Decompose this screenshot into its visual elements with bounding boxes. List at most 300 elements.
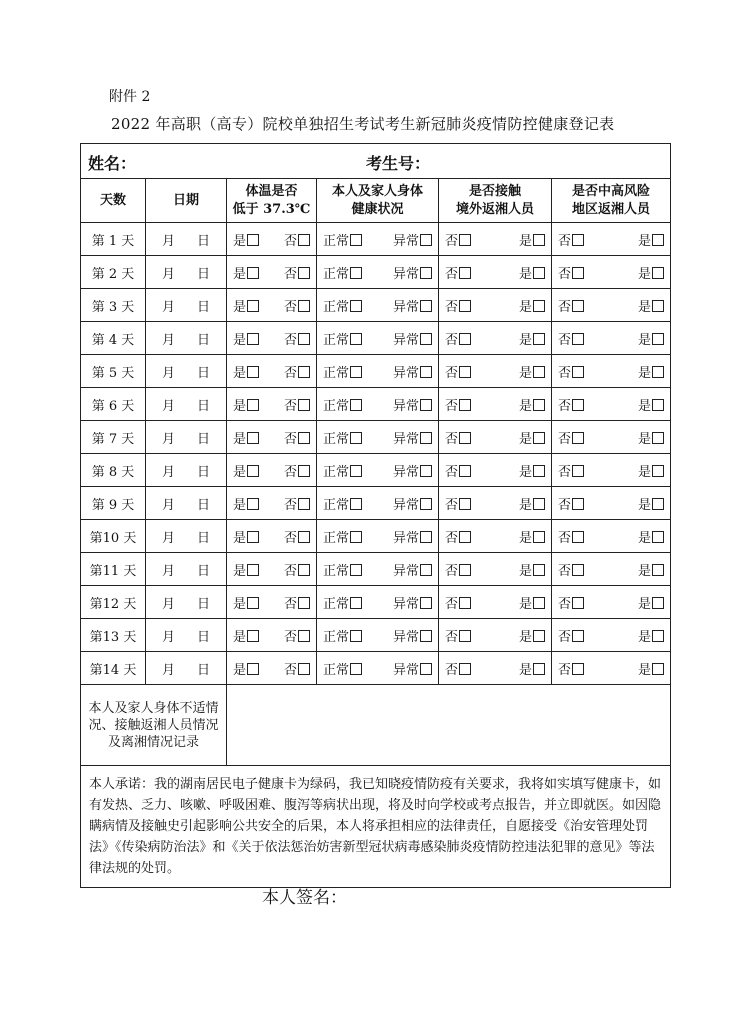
yes-option[interactable]: 是 — [519, 395, 545, 414]
no-option[interactable]: 否 — [445, 428, 471, 447]
month-label: 月 — [161, 299, 175, 315]
normal-option[interactable]: 正常 — [323, 659, 362, 678]
yes-option[interactable]: 是 — [638, 560, 664, 579]
yes-option[interactable]: 是 — [638, 395, 664, 414]
no-option[interactable]: 否 — [445, 230, 471, 249]
yes-option[interactable]: 是 — [638, 659, 664, 678]
temperature-cell — [227, 454, 317, 487]
health-cell — [317, 553, 439, 586]
no-option[interactable]: 否 — [284, 593, 310, 612]
month-label: 月 — [161, 464, 175, 480]
checkbox-icon[interactable] — [298, 498, 310, 510]
date-cell[interactable] — [146, 289, 227, 322]
no-option[interactable]: 否 — [445, 395, 471, 414]
checkbox-icon[interactable] — [459, 630, 471, 642]
checkbox-icon[interactable] — [420, 498, 432, 510]
risk-area-cell — [552, 487, 671, 520]
yes-option[interactable]: 是 — [233, 296, 259, 315]
checkbox-icon[interactable] — [247, 498, 259, 510]
yes-option[interactable]: 是 — [638, 362, 664, 381]
yes-option[interactable]: 是 — [519, 593, 545, 612]
health-cell — [317, 421, 439, 454]
checkbox-icon[interactable] — [572, 366, 584, 378]
no-option[interactable]: 否 — [558, 230, 584, 249]
yes-option[interactable]: 是 — [638, 329, 664, 348]
checkbox-icon[interactable] — [247, 333, 259, 345]
checkbox-icon[interactable] — [572, 432, 584, 444]
risk-area-cell — [552, 652, 671, 685]
table-row — [81, 652, 671, 685]
checkbox-icon[interactable] — [652, 432, 664, 444]
normal-option[interactable]: 正常 — [323, 362, 362, 381]
yes-option[interactable]: 是 — [233, 461, 259, 480]
checkbox-icon[interactable] — [459, 663, 471, 675]
yes-option[interactable]: 是 — [519, 329, 545, 348]
checkbox-icon[interactable] — [652, 663, 664, 675]
abnormal-option[interactable]: 异常 — [393, 428, 432, 447]
yes-option[interactable]: 是 — [233, 263, 259, 282]
date-cell[interactable] — [146, 586, 227, 619]
normal-option[interactable]: 正常 — [323, 395, 362, 414]
no-option[interactable]: 否 — [445, 593, 471, 612]
checkbox-icon[interactable] — [652, 465, 664, 477]
table-row — [81, 619, 671, 652]
checkbox-icon[interactable] — [247, 267, 259, 279]
checkbox-icon[interactable] — [247, 564, 259, 576]
no-option[interactable]: 否 — [284, 560, 310, 579]
abnormal-option[interactable]: 异常 — [393, 296, 432, 315]
checkbox-icon[interactable] — [350, 597, 362, 609]
abnormal-option[interactable]: 异常 — [393, 263, 432, 282]
checkbox-icon[interactable] — [459, 597, 471, 609]
yes-option[interactable]: 是 — [233, 593, 259, 612]
yes-option[interactable]: 是 — [233, 329, 259, 348]
checkbox-icon[interactable] — [420, 366, 432, 378]
checkbox-icon[interactable] — [459, 234, 471, 246]
date-cell[interactable] — [146, 553, 227, 586]
checkbox-icon[interactable] — [533, 465, 545, 477]
month-label: 月 — [161, 332, 175, 348]
yes-option[interactable]: 是 — [233, 230, 259, 249]
date-cell[interactable] — [146, 619, 227, 652]
normal-option[interactable]: 正常 — [323, 230, 362, 249]
day-label-suffix: 日 — [197, 431, 211, 447]
checkbox-icon[interactable] — [247, 300, 259, 312]
checkbox-icon[interactable] — [533, 333, 545, 345]
checkbox-icon[interactable] — [572, 498, 584, 510]
health-cell — [317, 256, 439, 289]
checkbox-icon[interactable] — [420, 234, 432, 246]
checkbox-icon[interactable] — [350, 366, 362, 378]
no-option[interactable]: 否 — [558, 560, 584, 579]
no-option[interactable]: 否 — [284, 659, 310, 678]
checkbox-icon[interactable] — [350, 663, 362, 675]
yes-option[interactable]: 是 — [233, 626, 259, 645]
checkbox-icon[interactable] — [350, 498, 362, 510]
date-cell[interactable] — [146, 454, 227, 487]
normal-option[interactable]: 正常 — [323, 560, 362, 579]
no-option[interactable]: 否 — [558, 329, 584, 348]
checkbox-icon[interactable] — [459, 267, 471, 279]
checkbox-icon[interactable] — [533, 531, 545, 543]
checkbox-icon[interactable] — [652, 366, 664, 378]
no-option[interactable]: 否 — [445, 527, 471, 546]
checkbox-icon[interactable] — [533, 432, 545, 444]
yes-option[interactable]: 是 — [638, 461, 664, 480]
normal-option[interactable]: 正常 — [323, 527, 362, 546]
day-label: 第 7 天 — [81, 421, 146, 454]
abnormal-option[interactable]: 异常 — [393, 560, 432, 579]
checkbox-icon[interactable] — [652, 267, 664, 279]
day-label: 第10 天 — [81, 520, 146, 553]
checkbox-icon[interactable] — [459, 366, 471, 378]
date-cell[interactable] — [146, 421, 227, 454]
abroad-contact-cell — [439, 652, 552, 685]
header-abroad-contact: 是否接触 境外返湘人员 — [439, 179, 552, 223]
no-option[interactable]: 否 — [445, 461, 471, 480]
no-option[interactable]: 否 — [445, 494, 471, 513]
checkbox-icon[interactable] — [298, 432, 310, 444]
checkbox-icon[interactable] — [350, 465, 362, 477]
month-label: 月 — [161, 629, 175, 645]
checkbox-icon[interactable] — [350, 234, 362, 246]
no-option[interactable]: 否 — [284, 362, 310, 381]
date-cell[interactable] — [146, 388, 227, 421]
no-option[interactable]: 否 — [558, 527, 584, 546]
no-option[interactable]: 否 — [558, 494, 584, 513]
checkbox-icon[interactable] — [247, 465, 259, 477]
health-cell — [317, 454, 439, 487]
checkbox-icon[interactable] — [350, 399, 362, 411]
date-cell[interactable] — [146, 223, 227, 256]
checkbox-icon[interactable] — [533, 267, 545, 279]
day-label-suffix: 日 — [197, 299, 211, 315]
date-cell[interactable] — [146, 520, 227, 553]
risk-area-cell — [552, 454, 671, 487]
name-and-exam-number-row — [81, 144, 671, 179]
no-option[interactable]: 否 — [284, 230, 310, 249]
yes-option[interactable]: 是 — [638, 263, 664, 282]
checkbox-icon[interactable] — [247, 663, 259, 675]
checkbox-icon[interactable] — [247, 432, 259, 444]
no-option[interactable]: 否 — [445, 362, 471, 381]
checkbox-icon[interactable] — [652, 531, 664, 543]
checkbox-icon[interactable] — [298, 399, 310, 411]
no-option[interactable]: 否 — [284, 263, 310, 282]
checkbox-icon[interactable] — [459, 531, 471, 543]
no-option[interactable]: 否 — [558, 659, 584, 678]
day-label: 第 6 天 — [81, 388, 146, 421]
normal-option[interactable]: 正常 — [323, 626, 362, 645]
normal-option[interactable]: 正常 — [323, 461, 362, 480]
yes-option[interactable]: 是 — [233, 560, 259, 579]
health-cell — [317, 388, 439, 421]
yes-option[interactable]: 是 — [233, 395, 259, 414]
no-option[interactable]: 否 — [558, 362, 584, 381]
no-option[interactable]: 否 — [558, 593, 584, 612]
day-label: 第 2 天 — [81, 256, 146, 289]
checkbox-icon[interactable] — [298, 333, 310, 345]
abnormal-option[interactable]: 异常 — [393, 527, 432, 546]
checkbox-icon[interactable] — [298, 663, 310, 675]
no-option[interactable]: 否 — [445, 626, 471, 645]
abroad-contact-cell — [439, 553, 552, 586]
exam-number-field-label: 考生号： — [366, 154, 431, 173]
yes-option[interactable]: 是 — [519, 494, 545, 513]
table-row — [81, 520, 671, 553]
abroad-contact-cell — [439, 487, 552, 520]
checkbox-icon[interactable] — [298, 465, 310, 477]
abnormal-option[interactable]: 异常 — [393, 329, 432, 348]
checkbox-icon[interactable] — [298, 597, 310, 609]
yes-option[interactable]: 是 — [519, 461, 545, 480]
yes-option[interactable]: 是 — [519, 296, 545, 315]
yes-option[interactable]: 是 — [638, 527, 664, 546]
risk-area-cell — [552, 322, 671, 355]
checkbox-icon[interactable] — [652, 234, 664, 246]
checkbox-icon[interactable] — [420, 663, 432, 675]
checkbox-icon[interactable] — [298, 267, 310, 279]
temperature-cell — [227, 322, 317, 355]
checkbox-icon[interactable] — [247, 597, 259, 609]
temperature-cell — [227, 289, 317, 322]
checkbox-icon[interactable] — [572, 267, 584, 279]
checkbox-icon[interactable] — [459, 300, 471, 312]
checkbox-icon[interactable] — [420, 531, 432, 543]
month-label: 月 — [161, 431, 175, 447]
checkbox-icon[interactable] — [247, 399, 259, 411]
checkbox-icon[interactable] — [459, 564, 471, 576]
checkbox-icon[interactable] — [533, 630, 545, 642]
checkbox-icon[interactable] — [533, 597, 545, 609]
abnormal-option[interactable]: 异常 — [393, 626, 432, 645]
yes-option[interactable]: 是 — [519, 362, 545, 381]
table-row — [81, 355, 671, 388]
checkbox-icon[interactable] — [350, 432, 362, 444]
no-option[interactable]: 否 — [445, 263, 471, 282]
checkbox-icon[interactable] — [459, 432, 471, 444]
day-label: 第 3 天 — [81, 289, 146, 322]
header-temperature: 体温是否 低于 37.3℃ — [227, 179, 317, 223]
abnormal-option[interactable]: 异常 — [393, 659, 432, 678]
checkbox-icon[interactable] — [350, 333, 362, 345]
month-label: 月 — [161, 563, 175, 579]
checkbox-icon[interactable] — [420, 465, 432, 477]
checkbox-icon[interactable] — [298, 366, 310, 378]
abnormal-option[interactable]: 异常 — [393, 362, 432, 381]
checkbox-icon[interactable] — [459, 498, 471, 510]
checkbox-icon[interactable] — [533, 399, 545, 411]
checkbox-icon[interactable] — [652, 498, 664, 510]
no-option[interactable]: 否 — [558, 395, 584, 414]
day-label: 第 9 天 — [81, 487, 146, 520]
checkbox-icon[interactable] — [572, 597, 584, 609]
checkbox-icon[interactable] — [572, 300, 584, 312]
abnormal-option[interactable]: 异常 — [393, 230, 432, 249]
no-option[interactable]: 否 — [445, 296, 471, 315]
day-label: 第 8 天 — [81, 454, 146, 487]
no-option[interactable]: 否 — [558, 263, 584, 282]
risk-area-cell — [552, 586, 671, 619]
no-option[interactable]: 否 — [284, 626, 310, 645]
checkbox-icon[interactable] — [533, 300, 545, 312]
checkbox-icon[interactable] — [652, 597, 664, 609]
checkbox-icon[interactable] — [459, 399, 471, 411]
no-option[interactable]: 否 — [284, 527, 310, 546]
checkbox-icon[interactable] — [459, 465, 471, 477]
normal-option[interactable]: 正常 — [323, 329, 362, 348]
yes-option[interactable]: 是 — [519, 527, 545, 546]
yes-option[interactable]: 是 — [519, 560, 545, 579]
no-option[interactable]: 否 — [284, 428, 310, 447]
checkbox-icon[interactable] — [652, 564, 664, 576]
checkbox-icon[interactable] — [298, 630, 310, 642]
checkbox-icon[interactable] — [652, 333, 664, 345]
checkbox-icon[interactable] — [533, 564, 545, 576]
abnormal-option[interactable]: 异常 — [393, 494, 432, 513]
table-row — [81, 322, 671, 355]
checkbox-icon[interactable] — [533, 663, 545, 675]
month-label: 月 — [161, 497, 175, 513]
yes-option[interactable]: 是 — [519, 230, 545, 249]
checkbox-icon[interactable] — [350, 564, 362, 576]
yes-option[interactable]: 是 — [638, 494, 664, 513]
date-cell[interactable] — [146, 322, 227, 355]
no-option[interactable]: 否 — [445, 659, 471, 678]
no-option[interactable]: 否 — [445, 329, 471, 348]
yes-option[interactable]: 是 — [638, 428, 664, 447]
abroad-contact-cell — [439, 322, 552, 355]
checkbox-icon[interactable] — [350, 630, 362, 642]
checkbox-icon[interactable] — [572, 630, 584, 642]
checkbox-icon[interactable] — [652, 399, 664, 411]
abnormal-option[interactable]: 异常 — [393, 461, 432, 480]
risk-area-cell — [552, 223, 671, 256]
checkbox-icon[interactable] — [420, 300, 432, 312]
checkbox-icon[interactable] — [533, 234, 545, 246]
no-option[interactable]: 否 — [284, 329, 310, 348]
date-cell[interactable] — [146, 256, 227, 289]
checkbox-icon[interactable] — [420, 333, 432, 345]
checkbox-icon[interactable] — [420, 630, 432, 642]
risk-area-cell — [552, 619, 671, 652]
month-label: 月 — [161, 233, 175, 249]
checkbox-icon[interactable] — [572, 333, 584, 345]
day-label-suffix: 日 — [197, 563, 211, 579]
yes-option[interactable]: 是 — [233, 428, 259, 447]
normal-option[interactable]: 正常 — [323, 296, 362, 315]
abroad-contact-cell — [439, 520, 552, 553]
no-option[interactable]: 否 — [558, 461, 584, 480]
checkbox-icon[interactable] — [652, 630, 664, 642]
temperature-cell — [227, 619, 317, 652]
checkbox-icon[interactable] — [652, 300, 664, 312]
day-label-suffix: 日 — [197, 398, 211, 414]
day-label-suffix: 日 — [197, 629, 211, 645]
abroad-contact-cell — [439, 454, 552, 487]
abnormal-option[interactable]: 异常 — [393, 593, 432, 612]
header-health-status: 本人及家人身体 健康状况 — [317, 179, 439, 223]
checkbox-icon[interactable] — [420, 564, 432, 576]
health-cell — [317, 322, 439, 355]
checkbox-icon[interactable] — [533, 498, 545, 510]
yes-option[interactable]: 是 — [638, 593, 664, 612]
no-option[interactable]: 否 — [284, 461, 310, 480]
checkbox-icon[interactable] — [247, 531, 259, 543]
no-option[interactable]: 否 — [445, 560, 471, 579]
no-option[interactable]: 否 — [558, 296, 584, 315]
day-label: 第12 天 — [81, 586, 146, 619]
checkbox-icon[interactable] — [572, 531, 584, 543]
checkbox-icon[interactable] — [350, 300, 362, 312]
abnormal-option[interactable]: 异常 — [393, 395, 432, 414]
checkbox-icon[interactable] — [298, 300, 310, 312]
date-cell[interactable] — [146, 355, 227, 388]
no-option[interactable]: 否 — [558, 428, 584, 447]
date-cell[interactable] — [146, 652, 227, 685]
abroad-contact-cell — [439, 289, 552, 322]
yes-option[interactable]: 是 — [519, 428, 545, 447]
checkbox-icon[interactable] — [572, 399, 584, 411]
health-cell — [317, 487, 439, 520]
abroad-contact-cell — [439, 619, 552, 652]
table-row — [81, 388, 671, 421]
yes-option[interactable]: 是 — [233, 659, 259, 678]
checkbox-icon[interactable] — [572, 663, 584, 675]
checkbox-icon[interactable] — [533, 366, 545, 378]
yes-option[interactable]: 是 — [638, 230, 664, 249]
checkbox-icon[interactable] — [572, 564, 584, 576]
yes-option[interactable]: 是 — [519, 626, 545, 645]
no-option[interactable]: 否 — [284, 296, 310, 315]
checkbox-icon[interactable] — [420, 597, 432, 609]
yes-option[interactable]: 是 — [519, 659, 545, 678]
no-option[interactable]: 否 — [284, 494, 310, 513]
no-option[interactable]: 否 — [558, 626, 584, 645]
yes-option[interactable]: 是 — [638, 626, 664, 645]
checkbox-icon[interactable] — [247, 630, 259, 642]
table-row — [81, 289, 671, 322]
yes-option[interactable]: 是 — [638, 296, 664, 315]
normal-option[interactable]: 正常 — [323, 428, 362, 447]
no-option[interactable]: 否 — [284, 395, 310, 414]
normal-option[interactable]: 正常 — [323, 593, 362, 612]
checkbox-icon[interactable] — [420, 399, 432, 411]
checkbox-icon[interactable] — [298, 564, 310, 576]
checkbox-icon[interactable] — [350, 531, 362, 543]
checkbox-icon[interactable] — [572, 465, 584, 477]
yes-option[interactable]: 是 — [233, 494, 259, 513]
yes-option[interactable]: 是 — [233, 527, 259, 546]
checkbox-icon[interactable] — [298, 234, 310, 246]
checkbox-icon[interactable] — [459, 333, 471, 345]
checkbox-icon[interactable] — [572, 234, 584, 246]
normal-option[interactable]: 正常 — [323, 494, 362, 513]
checkbox-icon[interactable] — [298, 531, 310, 543]
day-label: 第 1 天 — [81, 223, 146, 256]
notes-input-area[interactable] — [227, 685, 671, 766]
checkbox-icon[interactable] — [247, 366, 259, 378]
checkbox-icon[interactable] — [420, 432, 432, 444]
day-label-suffix: 日 — [197, 266, 211, 282]
date-cell[interactable] — [146, 487, 227, 520]
checkbox-icon[interactable] — [350, 267, 362, 279]
yes-option[interactable]: 是 — [233, 362, 259, 381]
normal-option[interactable]: 正常 — [323, 263, 362, 282]
checkbox-icon[interactable] — [420, 267, 432, 279]
yes-option[interactable]: 是 — [519, 263, 545, 282]
checkbox-icon[interactable] — [247, 234, 259, 246]
